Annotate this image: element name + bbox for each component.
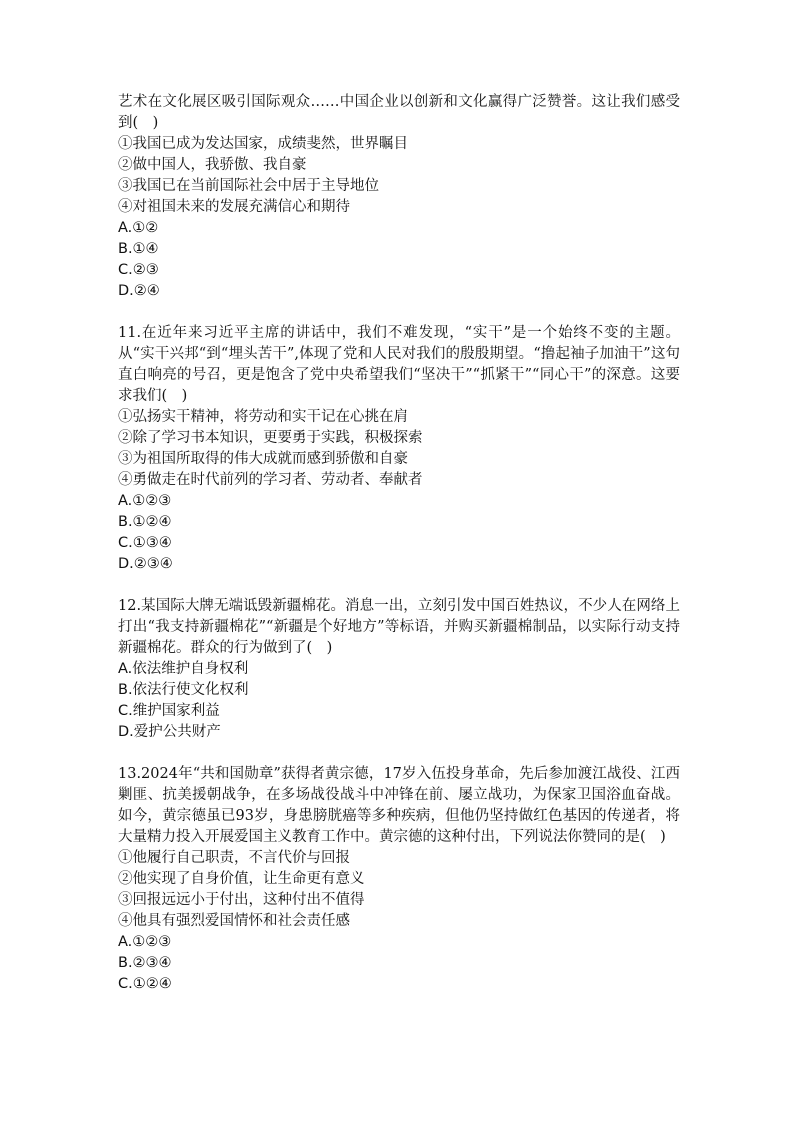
answer-option-c: C.②③ xyxy=(118,262,159,278)
answer-option-c: C.维护国家利益 xyxy=(118,703,220,719)
question-13 xyxy=(118,764,680,995)
answer-option-c: C.①②④ xyxy=(118,976,172,992)
statement: ②做中国人，我骄傲、我自豪 xyxy=(118,157,307,173)
statement: ④他具有强烈爱国情怀和社会责任感 xyxy=(118,913,350,929)
answer-option-a: A.依法维护自身权利 xyxy=(118,661,249,677)
answer-option-d: D.②③④ xyxy=(118,556,173,572)
statement: ①弘扬实干精神，将劳动和实干记在心挑在肩 xyxy=(118,409,408,425)
answer-option-a: A.①② xyxy=(118,220,159,236)
answer-option-d: D.②④ xyxy=(118,283,160,299)
question-list xyxy=(118,92,680,995)
statement: ③我国已在当前国际社会中居于主导地位 xyxy=(118,178,379,194)
statement: ②除了学习书本知识，更要勇于实践，积极探索 xyxy=(118,430,423,446)
answer-option-b: B.①②④ xyxy=(118,514,172,530)
answer-option-c: C.①③④ xyxy=(118,535,172,551)
question-10 xyxy=(118,92,680,302)
answer-option-b: B.②③④ xyxy=(118,955,172,971)
answer-option-a: A.①②③ xyxy=(118,493,172,509)
statement: ①他履行自己职责，不言代价与回报 xyxy=(118,850,350,866)
statement: ③回报远远小于付出，这种付出不值得 xyxy=(118,892,365,908)
statement: ④对祖国未来的发展充满信心和期待 xyxy=(118,199,350,215)
answer-option-b: B.依法行使文化权利 xyxy=(118,682,249,698)
question-stem: 11.在近年来习近平主席的讲话中，我们不难发现，“实干”是一个始终不变的主题。从“实干兴邦“到“埋头苦干”,体现了党和人民对我们的殷殷期望。“撸起袖子加油干”这句直白响亮的号召，更是饱含了党中央希望我们“坚决干”“抓紧干”“同心干”的深意。这要求我们( ) xyxy=(118,325,680,404)
question-12 xyxy=(118,596,680,743)
question-stem: 12.某国际大牌无端诋毁新疆棉花。消息一出，立刻引发中国百姓热议，不少人在网络上打出“我支持新疆棉花”“新疆是个好地方”等标语，并购买新疆棉制品，以实际行动支持新疆棉花。群众的行为做到了( ) xyxy=(118,598,680,656)
statement: ③为祖国所取得的伟大成就而感到骄傲和自豪 xyxy=(118,451,408,467)
statement: ④勇做走在时代前列的学习者、劳动者、奉献者 xyxy=(118,472,423,488)
question-stem: 13.2024年“共和国勋章”获得者黄宗德，17岁入伍投身革命，先后参加渡江战役、江西剿匪、抗美援朝战争，在多场战役战斗中冲锋在前、屡立战功，为保家卫国浴血奋战。如今，黄宗德虽已93岁，身患膀胱癌等多种疾病，但他仍坚持做红色基因的传递者，将大量精力投入开展爱国主义教育工作中。黄宗德的这种付出，下列说法你赞同的是( ) xyxy=(118,766,680,845)
question-11 xyxy=(118,323,680,575)
statement: ①我国已成为发达国家，成绩斐然，世界瞩目 xyxy=(118,136,408,152)
statement: ②他实现了自身价值，让生命更有意义 xyxy=(118,871,365,887)
answer-option-b: B.①④ xyxy=(118,241,159,257)
question-stem: 艺术在文化展区吸引国际观众……中国企业以创新和文化赢得广泛赞誉。这让我们感受到( ) xyxy=(118,94,680,131)
answer-option-d: D.爱护公共财产 xyxy=(118,724,221,740)
answer-option-a: A.①②③ xyxy=(118,934,172,950)
